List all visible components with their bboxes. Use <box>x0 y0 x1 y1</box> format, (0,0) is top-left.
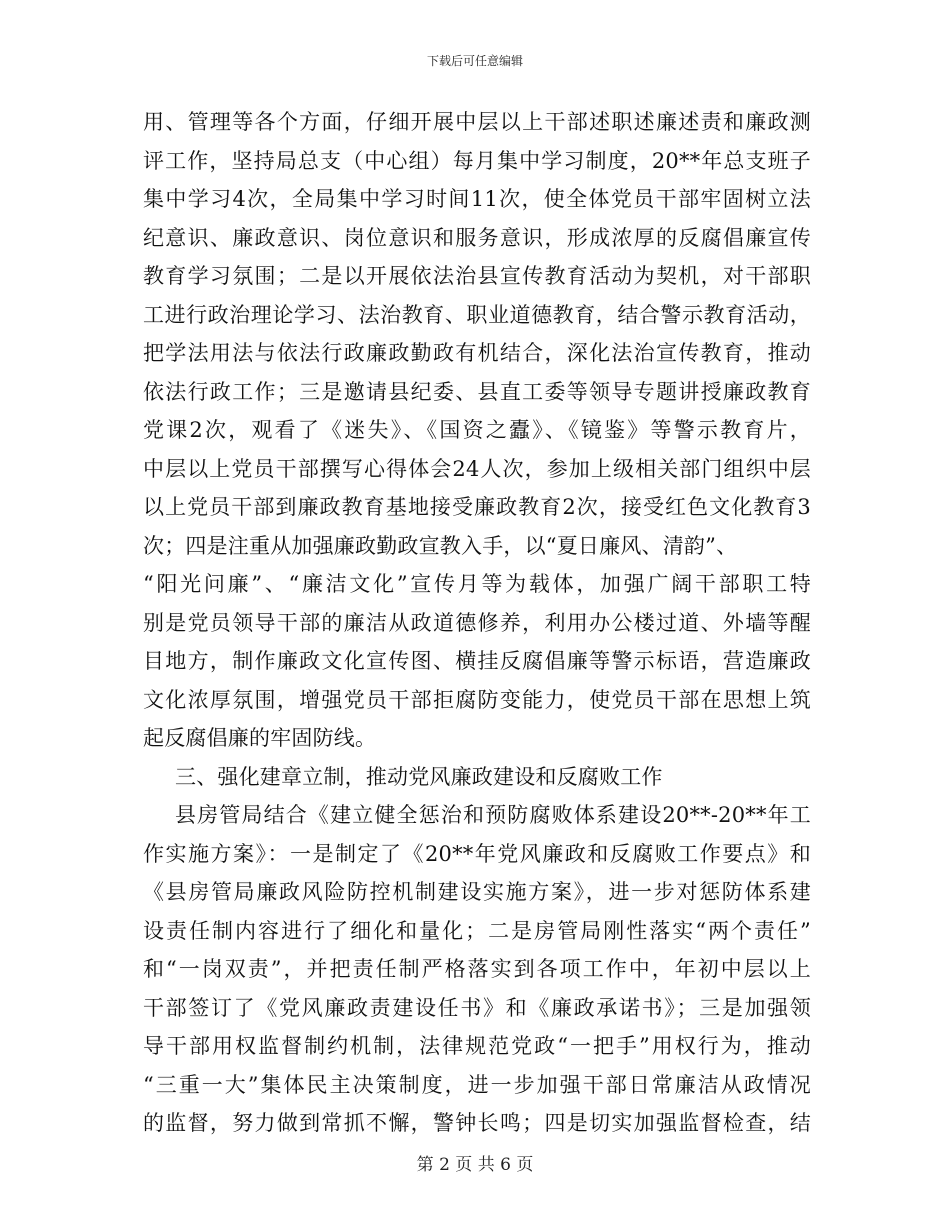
body-line: “阳光问廉”、“廉洁文化”宣传月等为载体，加强广阔干部职工特 <box>143 572 811 596</box>
body-line: 干部签订了《党风廉政责建设任书》和《廉政承诺书》；三是加强领 <box>143 995 811 1020</box>
body-line: 文化浓厚氛围，增强党员干部拒腐防变能力，使党员干部在思想上筑 <box>143 687 811 712</box>
body-line: 依法行政工作；三是邀请县纪委、县直工委等领导专题讲授廉政教育 <box>143 379 811 404</box>
body-line: 集中学习4次，全局集中学习时间11次，使全体党员干部牢固树立法 <box>143 187 811 211</box>
body-line: 和“一岗双责”，并把责任制严格落实到各项工作中，年初中层以上 <box>143 957 811 981</box>
page-header: 下载后可任意编辑 <box>426 54 523 68</box>
body-line: 评工作，坚持局总支（中心组）每月集中学习制度，20**年总支班子 <box>143 148 811 173</box>
body-line: 工进行政治理论学习、法治教育、职业道德教育，结合警示教育活动， <box>143 302 811 327</box>
body-line: 导干部用权监督制约机制，法律规范党政“一把手”用权行为，推动 <box>143 1034 811 1058</box>
page-number-footer: 第 2 页 共 6 页 <box>416 1155 534 1175</box>
body-line: 的监督，努力做到常抓不懈，警钟长鸣；四是切实加强监督检查，结 <box>143 1111 811 1135</box>
section-heading: 三、强化建章立制，推动党风廉政建设和反腐败工作 <box>175 764 663 789</box>
body-line: 目地方，制作廉政文化宣传图、横挂反腐倡廉等警示标语，营造廉政 <box>143 649 811 673</box>
body-line: 《县房管局廉政风险防控机制建设实施方案》，进一步对惩防体系建 <box>143 880 811 904</box>
body-line: 把学法用法与依法行政廉政勤政有机结合，深化法治宣传教育，推动 <box>143 341 811 365</box>
body-line: 教育学习氛围；二是以开展依法治县宣传教育活动为契机，对干部职 <box>143 264 811 288</box>
body-line: “三重一大”集体民主决策制度，进一步加强干部日常廉洁从政情况 <box>143 1072 811 1097</box>
body-line: 中层以上党员干部撰写心得体会24人次，参加上级相关部门组织中层 <box>143 456 811 481</box>
body-line: 起反腐倡廉的牢固防线。 <box>143 726 377 750</box>
body-line: 以上党员干部到廉政教育基地接受廉政教育2次，接受红色文化教育3 <box>143 495 811 519</box>
body-line: 党课2次，观看了《迷失》、《国资之蠹》、《镜鉴》等警示教育片， <box>143 418 811 442</box>
body-line: 作实施方案》：一是制定了《20**年党风廉政和反腐败工作要点》和 <box>143 841 811 866</box>
body-line: 用、管理等各个方面，仔细开展中层以上干部述职述廉述责和廉政测 <box>143 110 811 134</box>
body-line: 别是党员领导干部的廉洁从政道德修养，利用办公楼过道、外墙等醒 <box>143 610 811 635</box>
document-body <box>143 103 811 1143</box>
body-line: 纪意识、廉政意识、岗位意识和服务意识，形成浓厚的反腐倡廉宣传 <box>143 225 811 250</box>
body-line: 设责任制内容进行了细化和量化；二是房管局刚性落实“两个责任” <box>143 918 811 943</box>
body-line: 次；四是注重从加强廉政勤政宣教入手，以“夏日廉风、清韵”、 <box>143 533 738 558</box>
paragraph-first-line: 县房管局结合《建立健全惩治和预防腐败体系建设20**-20**年工 <box>175 803 811 827</box>
